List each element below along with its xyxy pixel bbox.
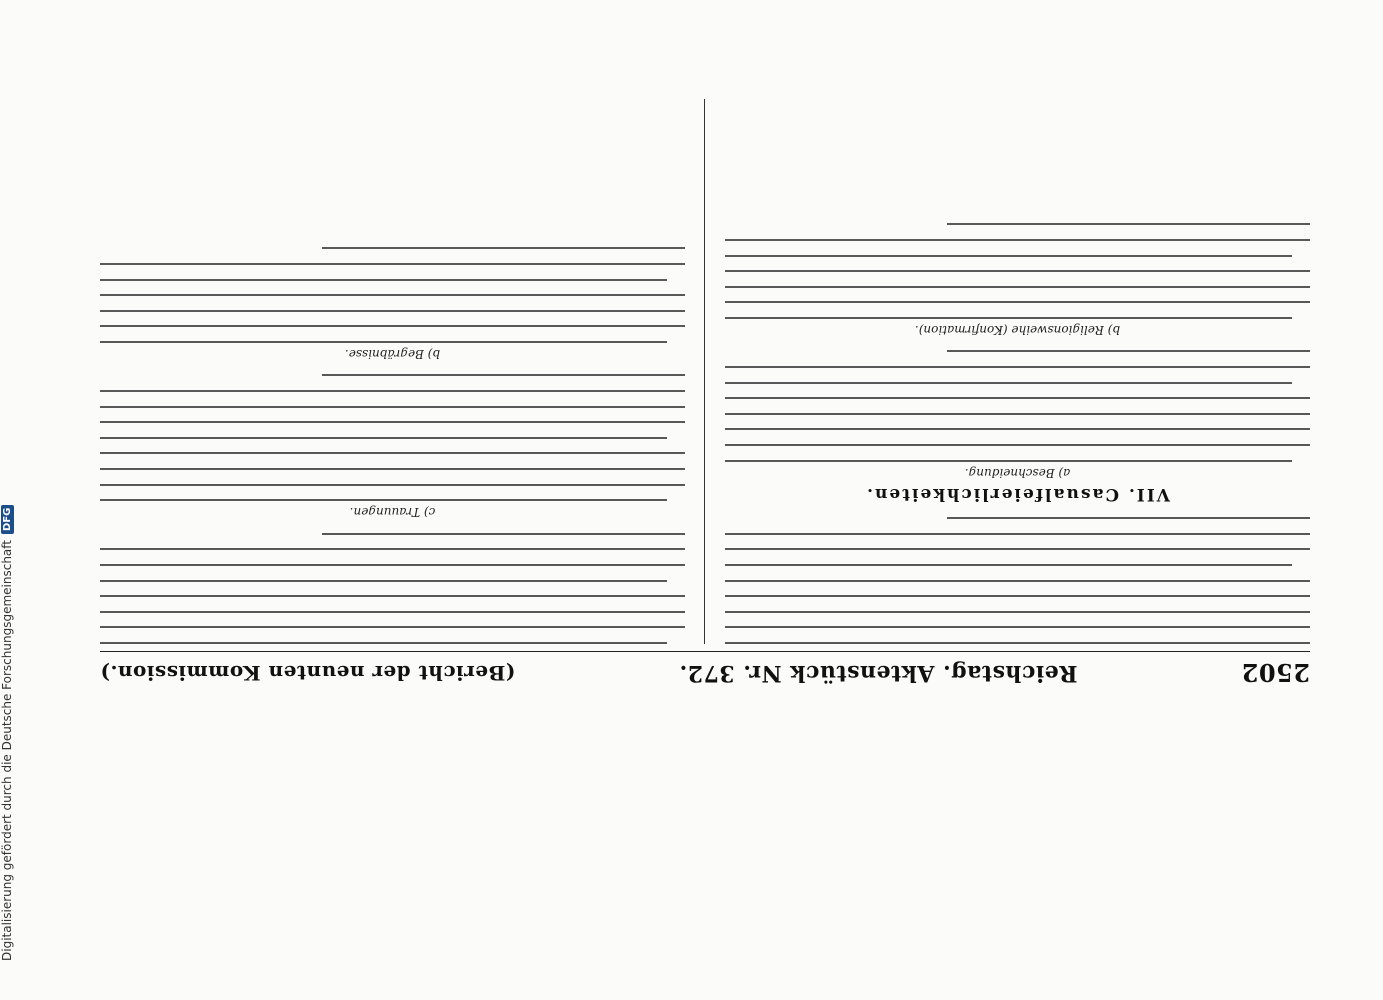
text-line [100,580,667,582]
text-line [322,533,685,535]
text-line [725,533,1310,535]
text-line [725,595,1310,597]
column-divider [704,99,705,644]
text-line [100,406,685,408]
text-line [100,468,685,470]
text-line [100,310,685,312]
text-line [725,255,1292,257]
section-heading: VII. Casualfeierlichkeiten. [865,483,1170,504]
text-line [725,444,1310,446]
text-line [947,517,1310,519]
subheading: a) Beschneidung. [964,465,1071,480]
text-line [100,611,685,613]
subheading: b) Religionsweihe (Konfirmation). [914,322,1121,337]
rotated-sheet [100,92,1310,692]
text-line [100,452,685,454]
text-line [725,460,1292,462]
page-header [100,654,1310,692]
text-line [100,626,685,628]
text-line [947,351,1310,353]
text-line [100,390,685,392]
text-line [725,366,1310,368]
text-line [725,382,1292,384]
text-line [100,437,667,439]
text-line [725,317,1292,319]
scan-credit [0,31,15,961]
text-line [725,580,1310,582]
text-line [725,611,1310,613]
text-line [100,294,685,296]
text-line [100,484,685,486]
left-column [725,96,1310,644]
text-line [100,421,685,423]
text-line [100,595,685,597]
scan-credit-text: Digitalisierung gefördert durch die Deutsche Forschungsgemeinschaft [0,539,14,961]
running-subtitle: (Bericht der neunten Kommission.) [100,661,516,685]
text-line [725,397,1310,399]
text-line [100,325,685,327]
right-column [100,96,685,644]
text-line [725,413,1310,415]
text-line [725,428,1310,430]
text-line [100,279,667,281]
text-line [725,626,1310,628]
text-line [322,247,685,249]
text-line [100,499,667,501]
running-title: Reichstag. Aktenstück Nr. 372. [679,660,1078,686]
page-number: 2502 [1241,658,1310,688]
text-line [725,286,1310,288]
subheading: b) Begräbnisse. [344,346,441,361]
text-line [100,564,685,566]
text-line [947,223,1310,225]
dfg-logo: DFG [1,505,14,534]
text-line [725,642,1310,644]
subheading: c) Trauungen. [349,505,436,520]
text-line [100,341,667,343]
text-line [100,263,685,265]
text-line [100,642,667,644]
text-line [725,270,1310,272]
text-line [725,301,1310,303]
text-line [725,564,1292,566]
text-line [725,239,1310,241]
header-rule [100,651,1310,652]
text-line [725,548,1310,550]
text-line [322,375,685,377]
text-line [100,548,685,550]
